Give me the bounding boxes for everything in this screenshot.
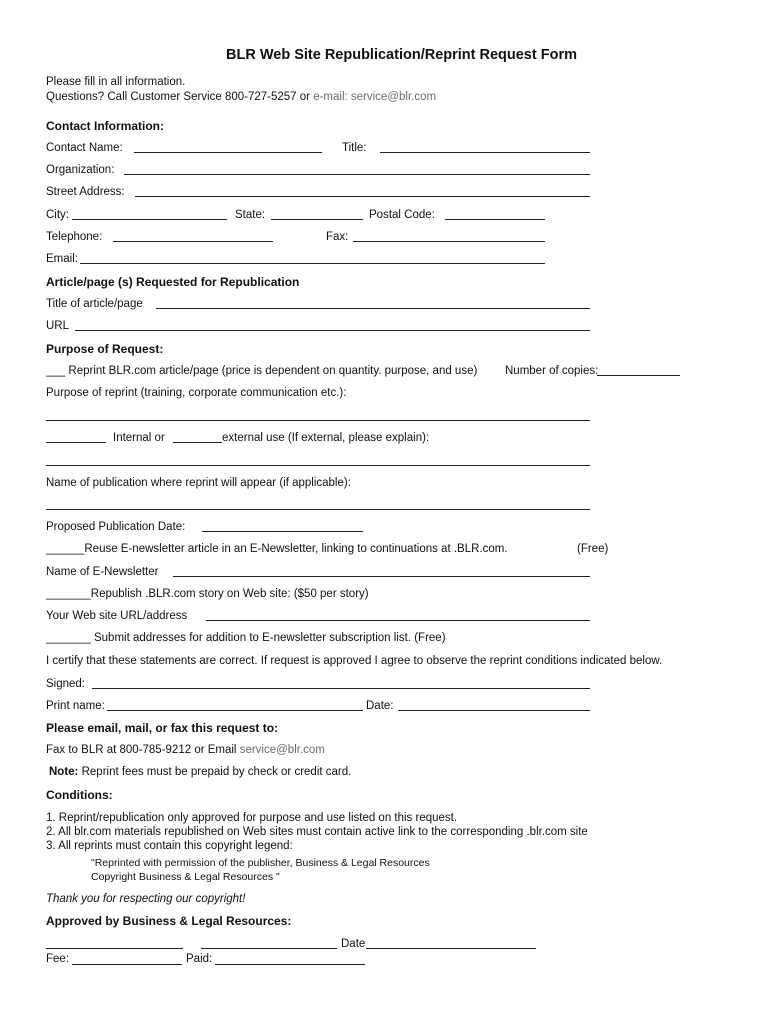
print-name-field[interactable]	[107, 710, 363, 711]
article-title-label: Title of article/page	[46, 298, 143, 310]
url-label: URL	[46, 320, 70, 332]
approved-signature-field[interactable]	[46, 948, 183, 949]
enewsletter-name-field[interactable]	[173, 576, 590, 577]
condition-1: 1. Reprint/republication only approved for purpose and use listed on this request.	[46, 812, 458, 824]
republish-option-text: Republish .BLR.com story on Web site: ($50 per story)	[90, 588, 369, 600]
email-field[interactable]	[80, 263, 545, 264]
number-of-copies-label: Number of copies:	[505, 365, 599, 377]
note-label: Note:	[49, 766, 79, 778]
signed-label: Signed:	[46, 678, 86, 690]
city-label: City:	[46, 209, 69, 221]
note-text: Reprint fees must be prepaid by check or credit card.	[81, 766, 352, 778]
purpose-of-reprint-label: Purpose of reprint (training, corporate communication etc.):	[46, 387, 347, 399]
republish-checkbox-blank[interactable]: _______	[46, 588, 91, 600]
proposed-date-field[interactable]	[202, 531, 363, 532]
telephone-label: Telephone:	[46, 231, 103, 243]
contact-name-field[interactable]	[134, 152, 322, 153]
approved-heading: Approved by Business & Legal Resources:	[46, 914, 292, 928]
internal-use-blank[interactable]	[46, 442, 106, 443]
organization-label: Organization:	[46, 164, 115, 176]
number-of-copies-field[interactable]	[597, 375, 680, 376]
fax-email-line	[46, 743, 325, 757]
street-address-field[interactable]	[135, 196, 590, 197]
approved-date-field[interactable]	[366, 948, 536, 949]
paid-label: Paid:	[186, 953, 213, 965]
fee-field[interactable]	[72, 964, 182, 965]
postal-code-field[interactable]	[445, 219, 545, 220]
postal-code-label: Postal Code:	[369, 209, 435, 221]
note-line	[49, 765, 351, 779]
submit-checkbox-blank[interactable]: _______	[46, 632, 91, 644]
copyright-legend-line-2: Copyright Business & Legal Resources "	[91, 871, 280, 883]
approved-name-field[interactable]	[201, 948, 337, 949]
article-heading: Article/page (s) Requested for Republication	[46, 275, 300, 289]
article-title-field[interactable]	[156, 308, 590, 309]
paid-field[interactable]	[215, 964, 365, 965]
submit-option-text: Submit addresses for addition to E-newsletter subscription list. (Free)	[93, 632, 446, 644]
external-explain-field[interactable]	[46, 465, 590, 466]
publication-name-label: Name of publication where reprint will appear (if applicable):	[46, 477, 351, 489]
condition-3: 3. All reprints must contain this copyright legend:	[46, 840, 293, 852]
fax-label: Fax:	[326, 231, 349, 243]
date-field[interactable]	[398, 710, 590, 711]
send-heading: Please email, mail, or fax this request to:	[46, 721, 279, 735]
email-label: Email:	[46, 253, 78, 265]
url-field[interactable]	[75, 330, 590, 331]
form-title: BLR Web Site Republication/Reprint Request Form	[226, 47, 577, 63]
reuse-checkbox-blank[interactable]: ______	[46, 543, 85, 555]
reuse-free-label: (Free)	[577, 543, 609, 555]
reuse-option	[46, 542, 508, 556]
customer-service-text: Questions? Call Customer Service 800-727-5257 or	[46, 91, 310, 103]
reprint-checkbox-blank[interactable]: ___	[46, 365, 66, 377]
contact-name-label: Contact Name:	[46, 142, 123, 154]
proposed-date-label: Proposed Publication Date:	[46, 521, 186, 533]
city-field[interactable]	[72, 219, 227, 220]
telephone-field[interactable]	[113, 241, 273, 242]
condition-2: 2. All blr.com materials republished on Web sites must contain active link to the corresponding .blr.com site	[46, 826, 588, 838]
external-use-label: external use (If external, please explain):	[222, 432, 430, 444]
purpose-of-reprint-field[interactable]	[46, 420, 590, 421]
organization-field[interactable]	[124, 174, 590, 175]
reuse-option-text: Reuse E-newsletter article in an E-Newsletter, linking to continuations at .BLR.com.	[84, 543, 508, 555]
intro-text: Please fill in all information.	[46, 76, 186, 88]
certify-statement: I certify that these statements are correct. If request is approved I agree to observe the reprint conditions indicated below.	[46, 655, 663, 667]
website-url-label: Your Web site URL/address	[46, 610, 188, 622]
fee-label: Fee:	[46, 953, 70, 965]
print-name-label: Print name:	[46, 700, 105, 712]
street-address-label: Street Address:	[46, 186, 125, 198]
republish-option	[46, 587, 369, 601]
submit-option	[46, 631, 446, 645]
enewsletter-name-label: Name of E-Newsletter	[46, 566, 159, 578]
external-use-blank[interactable]	[173, 442, 222, 443]
reprint-option	[46, 364, 477, 378]
state-field[interactable]	[271, 219, 363, 220]
title-field[interactable]	[380, 152, 590, 153]
purpose-heading: Purpose of Request:	[46, 342, 164, 356]
fax-field[interactable]	[353, 241, 545, 242]
fax-to-blr-text: Fax to BLR at 800-785-9212 or Email	[46, 744, 237, 756]
copyright-legend-line-1: "Reprinted with permission of the publisher, Business & Legal Resources	[91, 857, 430, 869]
website-url-field[interactable]	[206, 620, 590, 621]
publication-name-field[interactable]	[46, 509, 590, 510]
approved-date-label: Date	[341, 938, 366, 950]
conditions-heading: Conditions:	[46, 788, 113, 802]
state-label: State:	[235, 209, 266, 221]
signed-field[interactable]	[92, 688, 590, 689]
reprint-option-text: Reprint BLR.com article/page (price is dependent on quantity. purpose, and use)	[68, 365, 478, 377]
service-email-link[interactable]: e-mail: service@blr.com	[313, 91, 437, 103]
date-label: Date:	[366, 700, 394, 712]
internal-use-label: Internal or	[113, 432, 165, 444]
customer-service-line	[46, 90, 436, 104]
title-label: Title:	[342, 142, 367, 154]
contact-heading: Contact Information:	[46, 119, 164, 133]
send-email-link[interactable]: service@blr.com	[239, 744, 325, 756]
thank-you-text: Thank you for respecting our copyright!	[46, 893, 246, 905]
